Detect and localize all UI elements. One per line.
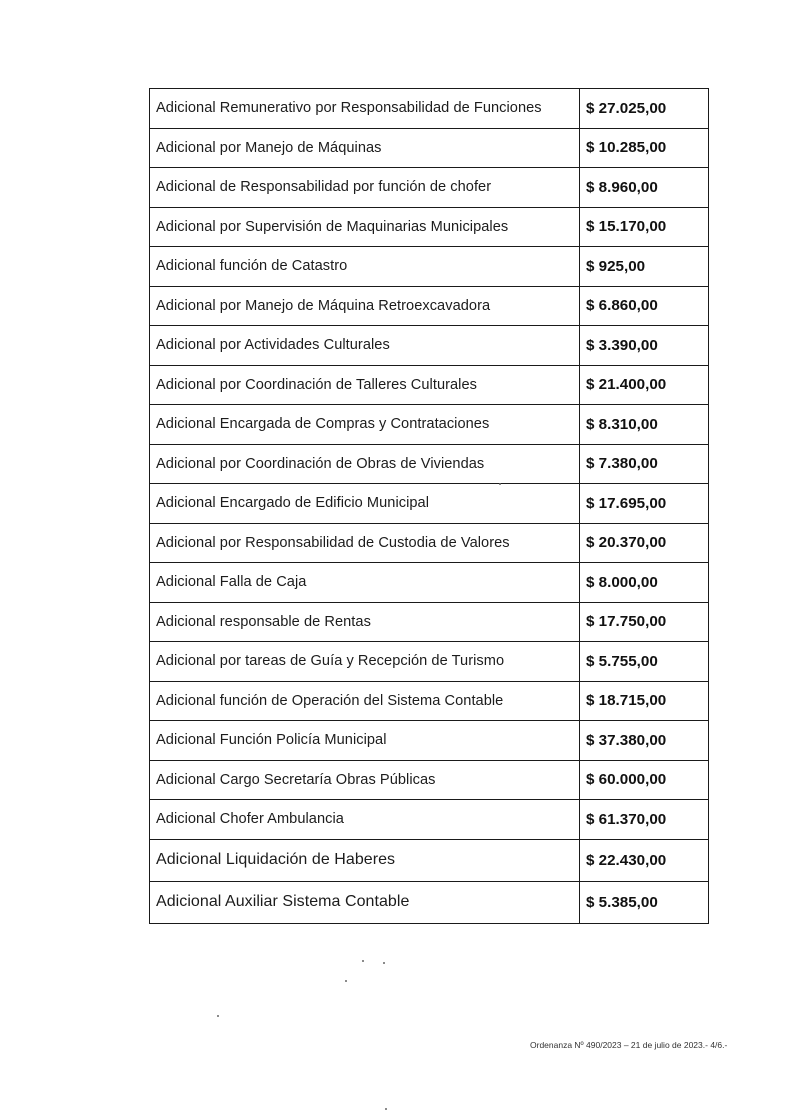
row-amount: $ 60.000,00 bbox=[580, 760, 709, 800]
row-amount: $ 15.170,00 bbox=[580, 207, 709, 247]
table-row bbox=[150, 602, 709, 642]
table-row bbox=[150, 247, 709, 287]
row-description: Adicional Encargado de Edificio Municipal bbox=[150, 484, 580, 524]
scan-speck bbox=[217, 1015, 219, 1017]
row-amount: $ 10.285,00 bbox=[580, 128, 709, 168]
table-row bbox=[150, 128, 709, 168]
scan-speck bbox=[383, 962, 385, 964]
row-amount: $ 8.310,00 bbox=[580, 405, 709, 445]
row-description: Adicional por Manejo de Máquinas bbox=[150, 128, 580, 168]
table-row bbox=[150, 760, 709, 800]
row-amount: $ 37.380,00 bbox=[580, 721, 709, 761]
row-description: Adicional responsable de Rentas bbox=[150, 602, 580, 642]
row-description: Adicional Remunerativo por Responsabilidad de Funciones bbox=[150, 89, 580, 129]
row-description: Adicional por Actividades Culturales bbox=[150, 326, 580, 366]
row-description: Adicional por Coordinación de Obras de Viviendas bbox=[150, 444, 580, 484]
table-row bbox=[150, 168, 709, 208]
table-row bbox=[150, 800, 709, 840]
scan-speck bbox=[362, 960, 364, 962]
scan-speck bbox=[345, 980, 347, 982]
table-row bbox=[150, 89, 709, 129]
row-amount: $ 21.400,00 bbox=[580, 365, 709, 405]
row-description: Adicional Función Policía Municipal bbox=[150, 721, 580, 761]
row-amount: $ 17.750,00 bbox=[580, 602, 709, 642]
table-row bbox=[150, 405, 709, 445]
row-description: Adicional función de Operación del Sistema Contable bbox=[150, 681, 580, 721]
footer-note: Ordenanza Nº 490/2023 – 21 de julio de 2023.- 4/6.- bbox=[530, 1040, 728, 1050]
table-row bbox=[150, 484, 709, 524]
scan-speck bbox=[499, 483, 501, 485]
table-row bbox=[150, 881, 709, 923]
row-amount: $ 3.390,00 bbox=[580, 326, 709, 366]
row-amount: $ 20.370,00 bbox=[580, 523, 709, 563]
row-description: Adicional función de Catastro bbox=[150, 247, 580, 287]
row-description: Adicional Chofer Ambulancia bbox=[150, 800, 580, 840]
row-amount: $ 61.370,00 bbox=[580, 800, 709, 840]
row-amount: $ 18.715,00 bbox=[580, 681, 709, 721]
row-amount: $ 7.380,00 bbox=[580, 444, 709, 484]
table-row bbox=[150, 721, 709, 761]
row-amount: $ 5.385,00 bbox=[580, 881, 709, 923]
row-description: Adicional Auxiliar Sistema Contable bbox=[150, 881, 580, 923]
row-amount: $ 6.860,00 bbox=[580, 286, 709, 326]
row-description: Adicional de Responsabilidad por función de chofer bbox=[150, 168, 580, 208]
table-row bbox=[150, 839, 709, 881]
table-row bbox=[150, 286, 709, 326]
row-amount: $ 925,00 bbox=[580, 247, 709, 287]
table-row bbox=[150, 563, 709, 603]
table-row bbox=[150, 365, 709, 405]
table-row bbox=[150, 523, 709, 563]
table-row bbox=[150, 444, 709, 484]
row-description: Adicional Encargada de Compras y Contrataciones bbox=[150, 405, 580, 445]
table-row bbox=[150, 642, 709, 682]
row-description: Adicional por Supervisión de Maquinarias Municipales bbox=[150, 207, 580, 247]
table-row bbox=[150, 681, 709, 721]
row-description: Adicional por Manejo de Máquina Retroexcavadora bbox=[150, 286, 580, 326]
table-row bbox=[150, 326, 709, 366]
row-amount: $ 17.695,00 bbox=[580, 484, 709, 524]
row-description: Adicional por Coordinación de Talleres Culturales bbox=[150, 365, 580, 405]
row-description: Adicional Liquidación de Haberes bbox=[150, 839, 580, 881]
table-row bbox=[150, 207, 709, 247]
row-description: Adicional Falla de Caja bbox=[150, 563, 580, 603]
row-amount: $ 5.755,00 bbox=[580, 642, 709, 682]
row-description: Adicional por tareas de Guía y Recepción de Turismo bbox=[150, 642, 580, 682]
row-amount: $ 8.000,00 bbox=[580, 563, 709, 603]
scan-speck bbox=[385, 1108, 387, 1110]
row-amount: $ 22.430,00 bbox=[580, 839, 709, 881]
row-description: Adicional por Responsabilidad de Custodia de Valores bbox=[150, 523, 580, 563]
adicionales-table bbox=[149, 88, 709, 924]
row-amount: $ 8.960,00 bbox=[580, 168, 709, 208]
row-amount: $ 27.025,00 bbox=[580, 89, 709, 129]
row-description: Adicional Cargo Secretaría Obras Públicas bbox=[150, 760, 580, 800]
